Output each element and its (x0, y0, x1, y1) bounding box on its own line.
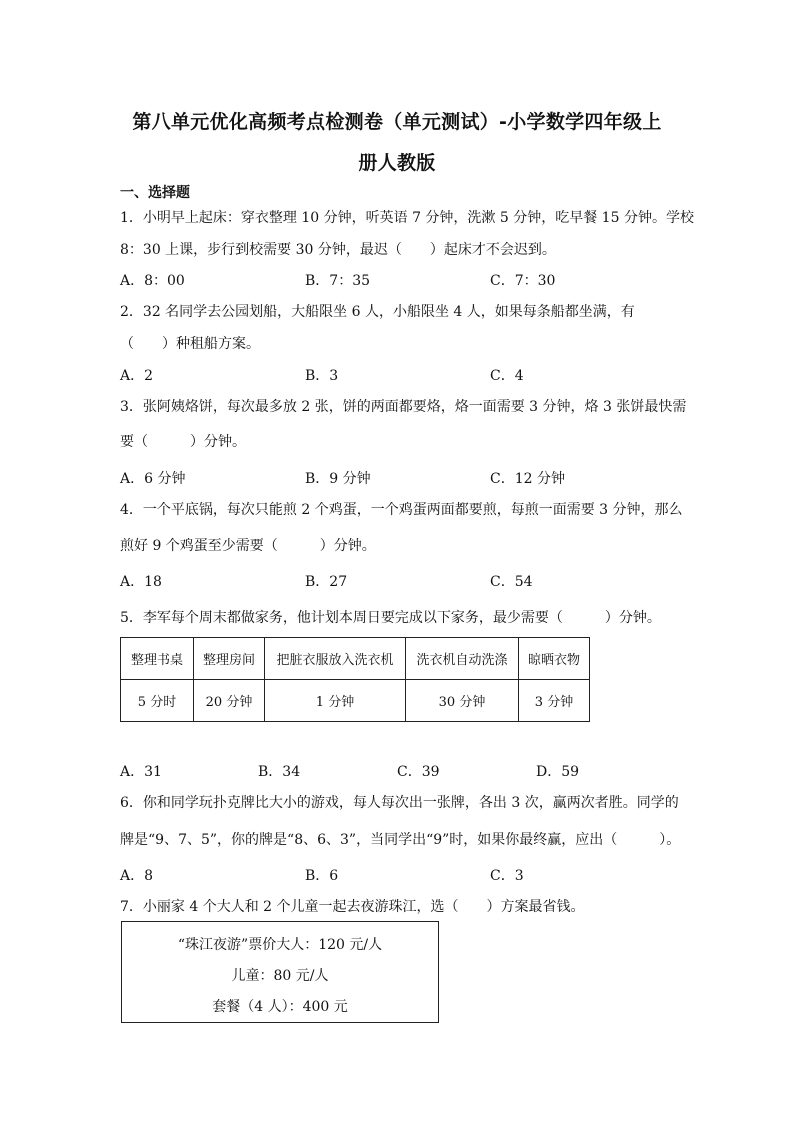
price-line-child: 儿童：80 元/人 (231, 968, 329, 984)
price-line-adult: “珠江夜游”票价大人：120 元/人 (177, 937, 383, 953)
table-cell: 20 分钟 (194, 680, 265, 722)
table-row (121, 638, 590, 680)
question-1-line-1: 1．小明早上起床：穿衣整理 10 分钟，听英语 7 分钟，洗漱 5 分钟，吃早餐 15 分钟。学校 (120, 210, 694, 226)
question-4-option-b[interactable]: B．27 (305, 574, 348, 590)
question-1-option-a[interactable]: A．8：00 (120, 273, 185, 289)
question-2-option-c[interactable]: C．4 (490, 368, 524, 384)
question-7-line-1: 7．小丽家 4 个大人和 2 个儿童一起去夜游珠江，选（ ）方案最省钱。 (120, 899, 585, 915)
question-2-option-b[interactable]: B．3 (305, 368, 339, 384)
question-5-option-c[interactable]: C．39 (397, 764, 440, 780)
table-row (121, 680, 590, 722)
question-3-line-1: 3．张阿姨烙饼，每次最多放 2 张，饼的两面都要烙，烙一面需要 3 分钟，烙 3 张饼最快需 (120, 399, 687, 415)
question-1-option-c[interactable]: C．7：30 (490, 273, 556, 289)
question-6-option-a[interactable]: A．8 (120, 868, 154, 884)
question-4-line-2: 煎好 9 个鸡蛋至少需要（ ）分钟。 (120, 538, 376, 554)
question-3-line-2: 要（ ）分钟。 (120, 434, 246, 450)
question-4-line-1: 4．一个平底锅，每次只能煎 2 个鸡蛋，一个鸡蛋两面都要煎，每煎一面需要 3 分钟，那么 (120, 502, 683, 518)
question-3-option-b[interactable]: B．9 分钟 (305, 471, 371, 487)
section-heading: 一、选择题 (120, 185, 190, 201)
chores-table (120, 637, 590, 722)
question-4-option-a[interactable]: A．18 (120, 574, 162, 590)
table-header-cell: 整理书桌 (121, 638, 194, 680)
question-6-option-b[interactable]: B．6 (305, 868, 339, 884)
table-header-cell: 把脏衣服放入洗衣机 (265, 638, 406, 680)
question-5-option-d[interactable]: D．59 (536, 764, 580, 780)
question-3-option-a[interactable]: A．6 分钟 (120, 471, 186, 487)
question-1-line-2: 8：30 上课，步行到校需要 30 分钟，最迟（ ）起床才不会迟到。 (120, 242, 556, 258)
table-header-cell: 晾晒衣物 (519, 638, 590, 680)
page-title-line-2: 册人教版 (358, 152, 436, 174)
question-6-option-c[interactable]: C．3 (490, 868, 524, 884)
table-cell: 3 分钟 (519, 680, 590, 722)
question-1-option-b[interactable]: B．7：35 (305, 273, 371, 289)
question-6-line-2: 牌是“9、7、5”，你的牌是“8、6、3”，当同学出“9”时，如果你最终赢，应出（ ）。 (120, 832, 681, 848)
table-cell: 1 分钟 (265, 680, 406, 722)
price-line-package: 套餐（4 人）：400 元 (212, 999, 348, 1015)
question-2-line-2: （ ）种租船方案。 (120, 336, 260, 352)
question-4-option-c[interactable]: C．54 (490, 574, 533, 590)
question-5-line-1: 5．李军每个周末都做家务，他计划本周日要完成以下家务，最少需要（ ）分钟。 (120, 610, 661, 626)
question-5-option-b[interactable]: B．34 (258, 764, 301, 780)
table-header-cell: 整理房间 (194, 638, 265, 680)
question-6-line-1: 6．你和同学玩扑克牌比大小的游戏，每人每次出一张牌，各出 3 次，赢两次者胜。同学的 (120, 795, 679, 811)
page-title-line-1: 第八单元优化高频考点检测卷（单元测试）-小学数学四年级上 (132, 111, 662, 133)
table-header-cell: 洗衣机自动洗涤 (406, 638, 519, 680)
question-2-line-1: 2．32 名同学去公园划船，大船限坐 6 人，小船限坐 4 人，如果每条船都坐满，有 (120, 304, 635, 320)
table-cell: 30 分钟 (406, 680, 519, 722)
question-3-option-c[interactable]: C．12 分钟 (490, 471, 565, 487)
ticket-price-box (121, 921, 439, 1023)
question-5-option-a[interactable]: A．31 (120, 764, 162, 780)
question-2-option-a[interactable]: A．2 (120, 368, 154, 384)
table-cell: 5 分时 (121, 680, 194, 722)
